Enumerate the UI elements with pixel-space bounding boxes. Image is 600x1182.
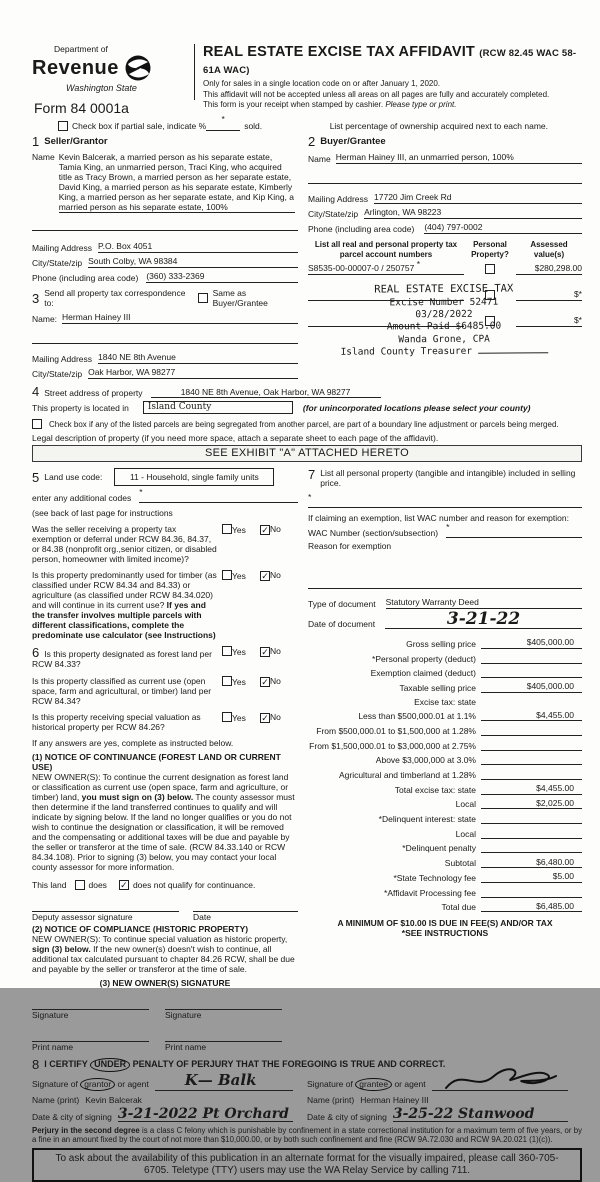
total-excise-state-field[interactable]: $4,455.00: [481, 783, 582, 795]
section3-number: 3: [32, 290, 40, 306]
seeback-note: (see back of last page for instructions: [32, 508, 173, 519]
personal-property-deduct-field[interactable]: [481, 652, 582, 664]
s6-currentuse-yes-checkbox[interactable]: [222, 676, 232, 686]
seller-phone-field[interactable]: (360) 333-2369: [146, 271, 298, 283]
seller-name-extra-line[interactable]: [32, 219, 298, 231]
see-instructions-note: *SEE INSTRUCTIONS: [401, 928, 489, 939]
new-owner-printname-field-1[interactable]: [32, 1030, 149, 1042]
continuance-qualify-row: This land does ✓ does not qualify for continuance.: [32, 879, 256, 890]
pricing-table: Gross selling price $405,000.00 *Personal property (deduct) Exemption claimed (deduct) Taxable selling price $405,000.00 Excise tax: state Less than $500,000.01 at 1.1% $4,455.00 From $500,000.01 to $1,500,000 at 1.28% From $1,500,000.01 to $3,000,000 at 2.75% Above $3,000,000 at 3.0% Agricultural and timberland at 1.28% Total excise tax: state $4,455.00 Local $2,025.00 *Delinquent interest: state Local *Delinquent penalty Subtotal $6,480.00 *State Technology fee $5.00 *Affidavit Processing fee Total due $6,485.00: [308, 637, 582, 912]
same-as-buyer-checkbox[interactable]: [198, 293, 208, 303]
assessed-value-field-3[interactable]: $*: [516, 315, 582, 327]
section8-signatures: Signature of grantor or agent K— Balk Name (print) Kevin Balcerak Date & city of signing 3-21-2022 Pt Orchard Signature of grantee or agent Name (print) Herman Hainey III Date & city of signing 3-25-22 Stanwood: [32, 1074, 582, 1122]
land-does-checkbox[interactable]: [75, 880, 85, 890]
grantor-printed-name[interactable]: Kevin Balcerak: [85, 1094, 142, 1105]
grantee-printed-name[interactable]: Herman Hainey III: [360, 1094, 429, 1105]
section3-title: Send all property tax correspondence to:: [44, 288, 186, 309]
header-note-3: This form is your receipt when stamped by cashier. Please type or print.: [203, 100, 457, 110]
deputy-assessor-row: [32, 900, 298, 922]
local-tax-field[interactable]: $2,025.00: [481, 798, 582, 810]
stamp-line-5: Wanda Grone, CPA: [398, 333, 490, 346]
excise-tax-state-header: [481, 696, 582, 707]
doc-date-label: Date of document: [308, 619, 376, 630]
new-owner-signature-title: (3) NEW OWNER(S) SIGNATURE: [99, 977, 231, 988]
section5-number: 5: [32, 469, 40, 485]
legal-description-label: Legal description of property (if you need more space, attach a separate sheet to each page of the affidavit).: [32, 433, 439, 444]
form-title: REAL ESTATE EXCISE TAX AFFIDAVIT (RCW 82.45 WAC 58-61A WAC): [203, 44, 577, 77]
buyer-mailing-field[interactable]: 17720 Jim Creek Rd: [374, 192, 582, 204]
exemption-claimed-field[interactable]: [481, 667, 582, 679]
s6-forest-question: 6 Is this property designated as forest land per RCW 84.33? Yes ✓No: [32, 645, 281, 670]
deputy-date-label: Date: [193, 911, 211, 922]
partial-sale-percent-field[interactable]: *: [206, 121, 240, 131]
ownership-percentage-note: List percentage of ownership acquired next to each name.: [329, 121, 548, 132]
s6-historic-no-checkbox[interactable]: ✓: [261, 712, 269, 723]
circled-grantee-annotation: grantee: [355, 1078, 392, 1091]
landuse-label: Land use code:: [44, 472, 103, 483]
dor-logo-block: [32, 44, 190, 116]
grantor-signature-handwriting: K— Balk: [184, 1070, 257, 1089]
section8-certify-row: 8 I CERTIFY UNDER PENALTY OF PERJURY THAT THE FOREGOING IS TRUE AND CORRECT.: [32, 1057, 446, 1073]
s5-timber-no-checkbox[interactable]: ✓: [261, 571, 269, 582]
dept-of-label: Department of: [54, 44, 108, 54]
street-address-field[interactable]: 1840 NE 8th Avenue, Oak Harbor, WA 98277: [151, 387, 381, 398]
taxcorr-mailing-field[interactable]: 1840 NE 8th Avenue: [98, 352, 298, 364]
county-select[interactable]: Island County: [143, 401, 293, 414]
gross-selling-price-field[interactable]: $405,000.00: [481, 637, 582, 649]
section8-number: 8: [32, 1057, 40, 1073]
s5-timber-question: Is this property predominantly used for timber (as classified under RCW 84.34 and 84.33) or agriculture (as classified under RCW 84.34.020) and will continue in its current use? If yes and the transfer involves multiple parcels with different classifications, complete the predominate use calculator (see Instructions) Yes ✓No: [32, 570, 281, 641]
new-owner-signature-field-2[interactable]: [165, 998, 282, 1010]
legal-description-field[interactable]: SEE EXHIBIT "A" ATTACHED HERETO: [32, 445, 582, 462]
delinquent-interest-state-field[interactable]: [481, 813, 582, 825]
buyer-phone-field[interactable]: (404) 797-0002: [424, 222, 582, 234]
segregated-label: Check box if any of the listed parcels are being segregated from another parcel, are part of a boundary line adjustment or parcels being merged.: [49, 419, 559, 429]
compliance-body: NEW OWNER(S): To continue special valuation as historic property, sign (3) below. If the new owner(s) doesn't wish to continue, all additional tax calculated pursuant to chapter 84.26 RCW, shall be due and payable by the seller or transferor at the time of sale.: [32, 933, 295, 974]
header-divider: [194, 44, 195, 100]
new-owner-printname-row: Print name Print name: [32, 1030, 298, 1052]
continuance-title: (1) NOTICE OF CONTINUANCE (FOREST LAND OR CURRENT USE): [32, 751, 281, 772]
grantor-signature-field[interactable]: [155, 1070, 293, 1091]
taxcorr-name-field[interactable]: Herman Hainey III: [62, 312, 298, 324]
grantee-signature-scribble: [442, 1066, 562, 1094]
s5-exemption-question: Was the seller receiving a property tax exemption or deferral under RCW 84.36, 84.37, or 84.38 (nonprofit org.,senior citizen, or disabled person, homeowner with limited income)? Yes ✓No: [32, 524, 281, 565]
section2-number: 2: [308, 134, 316, 150]
located-in-label: This property is located in: [32, 402, 129, 413]
partial-sale-label: Check box if partial sale, indicate %: [72, 121, 207, 132]
dor-logo-icon: [123, 54, 153, 82]
section4: [32, 385, 582, 462]
s6-historic-question: Is this property receiving special valuation as historical property per RCW 84.26? Yes ✓No: [32, 711, 281, 732]
deputy-date-field[interactable]: [193, 900, 298, 912]
s6-note: If any answers are yes, complete as instructed below.: [32, 737, 234, 748]
section7-number: 7: [308, 467, 316, 483]
tier1-tax-field[interactable]: $4,455.00: [481, 710, 582, 722]
s6-historic-yes-checkbox[interactable]: [222, 712, 232, 722]
revenue-wordmark: Revenue: [32, 56, 119, 79]
section7-text: List all personal property (tangible and intangible) included in selling price.: [320, 468, 576, 489]
doc-type-field[interactable]: Statutory Warranty Deed: [386, 597, 582, 609]
assessed-value-field-2[interactable]: $*: [516, 289, 582, 301]
stamp-line-3: 03/28/2022: [415, 308, 473, 321]
landuse-code-select[interactable]: 11 - Household, single family units: [114, 468, 274, 486]
continuance-body: NEW OWNER(S): To continue the current designation as forest land or classification as current use (open space, farm and agriculture, or timber) land, you must sign on (3) below. The county assessor must then determine if the land transferred continues to qualify and will indicate by signing below. If the land no longer qualifies or you do not wish to continue the designation or classification, it will be removed and the compensating or additional taxes will be due and payable by the seller or transferor at the time of sale. (RCW 84.33.140 or RCW 84.34.108). Prior to signing (3) below, you may contact your local county assessor for more information.: [32, 771, 295, 872]
subtotal-field[interactable]: $6,480.00: [481, 857, 582, 869]
tier4-tax-field[interactable]: [481, 754, 582, 766]
assessed-value-col-header: Assessed value(s): [530, 240, 568, 259]
reason-exemption-field[interactable]: [308, 577, 582, 589]
deputy-assessor-label: Deputy assessor signature: [32, 911, 133, 922]
seller-name-field[interactable]: Kevin Balcerak, a married person as his separate estate, Tamia King, an unmarried person, Traci King, who acquired title as Tracy Brown, a married person as her separate estate, David King, a married person as his separate estate, Kimberly King, a married person as her separate estate, and Kip King, a married person as his separate estate, 100%: [58, 152, 294, 213]
delinquent-interest-local-field[interactable]: [481, 827, 582, 839]
accessibility-notice: To ask about the availability of this publication in an alternate format for the visually impaired, please call 360-705-6705. Teletype (TTY) users may use the WA Relay Service by calling 711.: [32, 1148, 582, 1182]
s5-timber-yes-checkbox[interactable]: [222, 570, 232, 580]
circled-under-annotation: UNDER: [90, 1058, 130, 1072]
minimum-fee-note: A MINIMUM OF $10.00 IS DUE IN FEE(S) AND/OR TAX: [337, 918, 553, 929]
personal-property-checkbox-1[interactable]: [485, 264, 495, 274]
doc-date-field[interactable]: 3-21-22: [385, 611, 582, 629]
stamp-line-6: Island County Treasurer: [302, 345, 586, 359]
section2-title: Buyer/Grantee: [320, 136, 386, 148]
partial-sale-row: Check box if partial sale, indicate % * sold. List percentage of ownership acquired next to each name.: [58, 121, 582, 131]
taxcorr-extra-line[interactable]: [32, 332, 298, 344]
affidavit-processing-fee-field[interactable]: [481, 886, 582, 898]
band-c-left: [32, 468, 308, 1052]
s6-currentuse-question: Is this property classified as current use (open space, farm and agricultural, or timber) land per RCW 84.34? Yes ✓No: [32, 675, 281, 706]
section6-number: 6: [32, 645, 40, 661]
s5-exemption-yes-checkbox[interactable]: [222, 524, 232, 534]
additional-codes-field[interactable]: *: [139, 491, 298, 503]
reason-exemption-label: Reason for exemption: [308, 541, 392, 552]
parcel-col-header: List all real and personal property tax parcel account numbers: [314, 240, 458, 259]
section5-landuse-row: [32, 468, 298, 486]
buyer-citystatezip-field[interactable]: Arlington, WA 98223: [364, 207, 582, 219]
unincorporated-note: (for unincorporated locations please select your county): [302, 402, 531, 413]
state-technology-fee-field[interactable]: $5.00: [481, 871, 582, 883]
s5-exemption-no-checkbox[interactable]: ✓: [261, 525, 269, 536]
land-does-not-checkbox[interactable]: ✓: [120, 879, 128, 890]
seller-citystatezip-field[interactable]: South Colby, WA 98384: [88, 256, 298, 268]
wac-number-field[interactable]: *: [446, 526, 582, 538]
grantee-date-city-field[interactable]: 3-25-22 Stanwood: [393, 1107, 568, 1122]
parcel-row-1: [308, 259, 582, 275]
grantee-signature-field[interactable]: [432, 1074, 568, 1091]
parcel-number-field[interactable]: S8535-00-00007-0 / 250757 *: [308, 263, 464, 275]
seller-mailing-field[interactable]: P.O. Box 4051: [98, 241, 298, 253]
stamp-line-4: Amount Paid $6485.00: [386, 321, 502, 333]
buyer-name-field[interactable]: Herman Hainey III, an unmarried person, 100%: [336, 152, 582, 164]
circled-grantor-annotation: grantor: [80, 1078, 115, 1091]
band-c-right: [308, 468, 582, 1052]
taxable-selling-price-field[interactable]: $405,000.00: [481, 681, 582, 693]
delinquent-penalty-field[interactable]: [481, 842, 582, 854]
stamp-line-2: Excise Number 52471: [389, 296, 499, 309]
stamp-line-1: REAL ESTATE EXCISE TAX: [374, 282, 514, 296]
header-note-2: This affidavit will not be accepted unless all areas on all pages are fully and accurately completed.: [203, 89, 550, 99]
wac-number-label: WAC Number (section/subsection): [308, 528, 439, 539]
new-owner-signature-row: Signature Signature: [32, 998, 298, 1020]
assessed-value-field-1[interactable]: $280,298.00: [516, 263, 582, 275]
personal-property-list-field[interactable]: *: [308, 496, 582, 508]
partial-sale-checkbox[interactable]: [58, 121, 68, 131]
street-address-label: Street address of property: [44, 388, 143, 399]
grantor-date-city-field[interactable]: 3-21-2022 Pt Orchard: [118, 1107, 293, 1122]
parcel-table-header: [308, 240, 582, 259]
doc-type-label: Type of document: [308, 599, 376, 610]
section4-number: 4: [32, 384, 40, 400]
form-header: [32, 44, 582, 116]
personal-property-col-header: Personal Property?: [471, 240, 509, 259]
agricultural-tax-field[interactable]: [481, 769, 582, 781]
segregated-checkbox[interactable]: [32, 419, 42, 429]
treasurer-stamp: [302, 282, 587, 359]
total-due-field[interactable]: $6,485.00: [481, 901, 582, 913]
buyer-name-extra-line[interactable]: [308, 172, 582, 184]
perjury-statement: Perjury in the second degree is a class C felony which is punishable by confinement in a state correctional institution for a maximum term of five years, or by a fine in an amount fixed by the court of not more than $10,000.00, or by both such confinement and fine (RCW 9A.72.030 and RCW 9A.20.021 (1)(c)).: [32, 1125, 582, 1144]
section1-title: Seller/Grantor: [44, 136, 108, 148]
new-owner-signature-field-1[interactable]: [32, 998, 149, 1010]
washington-state-label: Washington State: [66, 83, 137, 94]
new-owner-printname-field-2[interactable]: [165, 1030, 282, 1042]
tier2-tax-field[interactable]: [481, 724, 582, 736]
taxcorr-citystatezip-field[interactable]: Oak Harbor, WA 98277: [88, 367, 298, 379]
rcw-reference: (RCW 82.45 WAC 58-61A WAC): [203, 48, 577, 77]
deputy-assessor-signature-field[interactable]: [32, 900, 179, 912]
band-sections-1-2-3: 1 Seller/Grantor Name Kevin Balcerak, a married person as his separate estate, Tamia King, an unmarried person, Traci King, who acquired title as Tracy Brown, a married person as her separate estate, David King, a married person as his separate estate, Kimberly King, a married person as her separate estate, and Kip King, a married person as his separate estate, 100% Mailing Address P.O. Box 4051 City/State/zip South Colby, WA 98384 Phone (including area code) (360) 333-2369 3 Send all property tax correspondence to: Same as Buyer/Grantee Name: Herman Hainey III Mailing Address 1840 NE 8th Avenue City/State/zip Oak Harbor, WA 98277 2 Buyer/Grantee Name Herman Hainey III, an unmarried person, 100% Mailing Address 17720 Jim Creek Rd City/State/zip Arlington, WA 98223 Phone (including area code) (404) 797-0002 List all real and personal property tax parcel account numbers Personal Property? Assessed value(s) S8535-00-00007-0 / 250757 * $280,298.00 $* $* REAL ESTATE EXCISE TAX Excise Number 52471 03/28/2022 Amount Paid $6485.00 Wanda Grone, CPA Island County Treasurer: [32, 135, 582, 379]
additional-codes-label: enter any additional codes: [32, 493, 132, 504]
s6-forest-no-checkbox[interactable]: ✓: [261, 647, 269, 658]
same-as-buyer-label: Same as Buyer/Grantee: [212, 288, 268, 309]
header-note-1: Only for sales in a single location code on or after January 1, 2020.: [203, 79, 441, 89]
tier3-tax-field[interactable]: [481, 739, 582, 751]
s6-currentuse-no-checkbox[interactable]: ✓: [261, 676, 269, 687]
exemption-instruction: If claiming an exemption, list WAC number and reason for exemption:: [308, 513, 569, 524]
compliance-title: (2) NOTICE OF COMPLIANCE (HISTORIC PROPERTY): [32, 923, 249, 934]
section1-number: 1: [32, 134, 40, 150]
form-number: Form 84 0001a: [34, 99, 129, 116]
s6-forest-yes-checkbox[interactable]: [222, 646, 232, 656]
